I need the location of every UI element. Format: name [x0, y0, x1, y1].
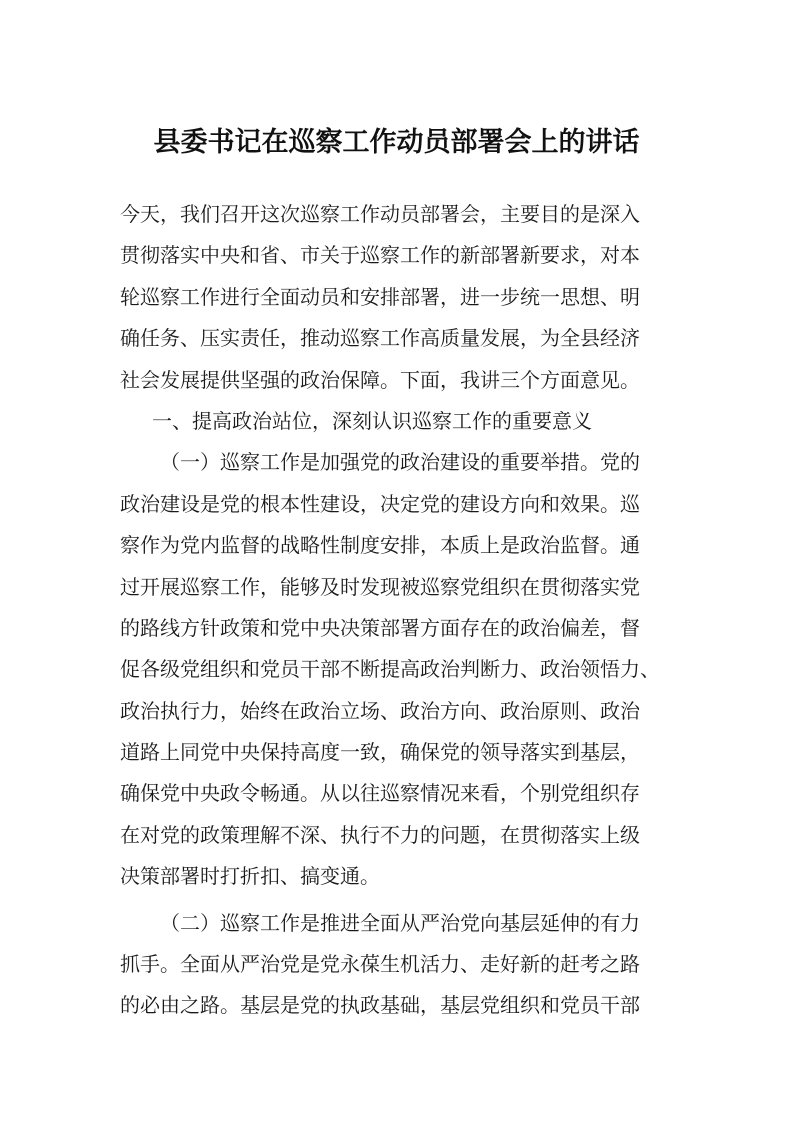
body-line: 贯彻落实中央和省、市关于巡察工作的新部署新要求，对本: [120, 243, 640, 268]
body-line: 在对党的政策理解不深、执行不力的问题，在贯彻落实上级: [120, 822, 640, 847]
body-line: 一、提高政治站位，深刻认识巡察工作的重要意义: [152, 408, 592, 433]
body-line: 道路上同党中央保持高度一致，确保党的领导落实到基层，: [120, 740, 640, 765]
body-line: 察作为党内监督的战略性制度安排，本质上是政治监督。通: [120, 533, 640, 558]
body-line: 政治建设是党的根本性建设，决定党的建设方向和效果。巡: [120, 491, 640, 516]
body-line: 确保党中央政令畅通。从以往巡察情况来看，个别党组织存: [120, 781, 640, 806]
body-line: 的路线方针政策和党中央决策部署方面存在的政治偏差，督: [120, 615, 640, 640]
body-line: 今天，我们召开这次巡察工作动员部署会，主要目的是深入: [120, 202, 640, 226]
body-line: 政治执行力，始终在政治立场、政治方向、政治原则、政治: [120, 698, 640, 723]
body-line: 促各级党组织和党员干部不断提高政治判断力、政治领悟力、: [120, 657, 660, 682]
body-line: （一）巡察工作是加强党的政治建设的重要举措。党的: [160, 450, 640, 475]
body-line: 的必由之路。基层是党的执政基础，基层党组织和党员干部: [120, 993, 640, 1018]
body-line: （二）巡察工作是推进全面从严治党向基层延伸的有力: [160, 910, 640, 935]
document-title: 县委书记在巡察工作动员部署会上的讲话: [153, 127, 640, 158]
document-body: [120, 194, 680, 1027]
body-line: 过开展巡察工作，能够及时发现被巡察党组织在贯彻落实党: [120, 574, 640, 599]
body-line: 抓手。全面从严治党是党永葆生机活力、走好新的赶考之路: [120, 952, 640, 977]
body-line: 社会发展提供坚强的政治保障。下面，我讲三个方面意见。: [120, 367, 640, 392]
body-line: 轮巡察工作进行全面动员和安排部署，进一步统一思想、明: [120, 284, 640, 309]
body-line: 决策部署时打折扣、搞变通。: [120, 864, 380, 889]
body-line: 确任务、压实责任，推动巡察工作高质量发展，为全县经济: [120, 326, 640, 351]
